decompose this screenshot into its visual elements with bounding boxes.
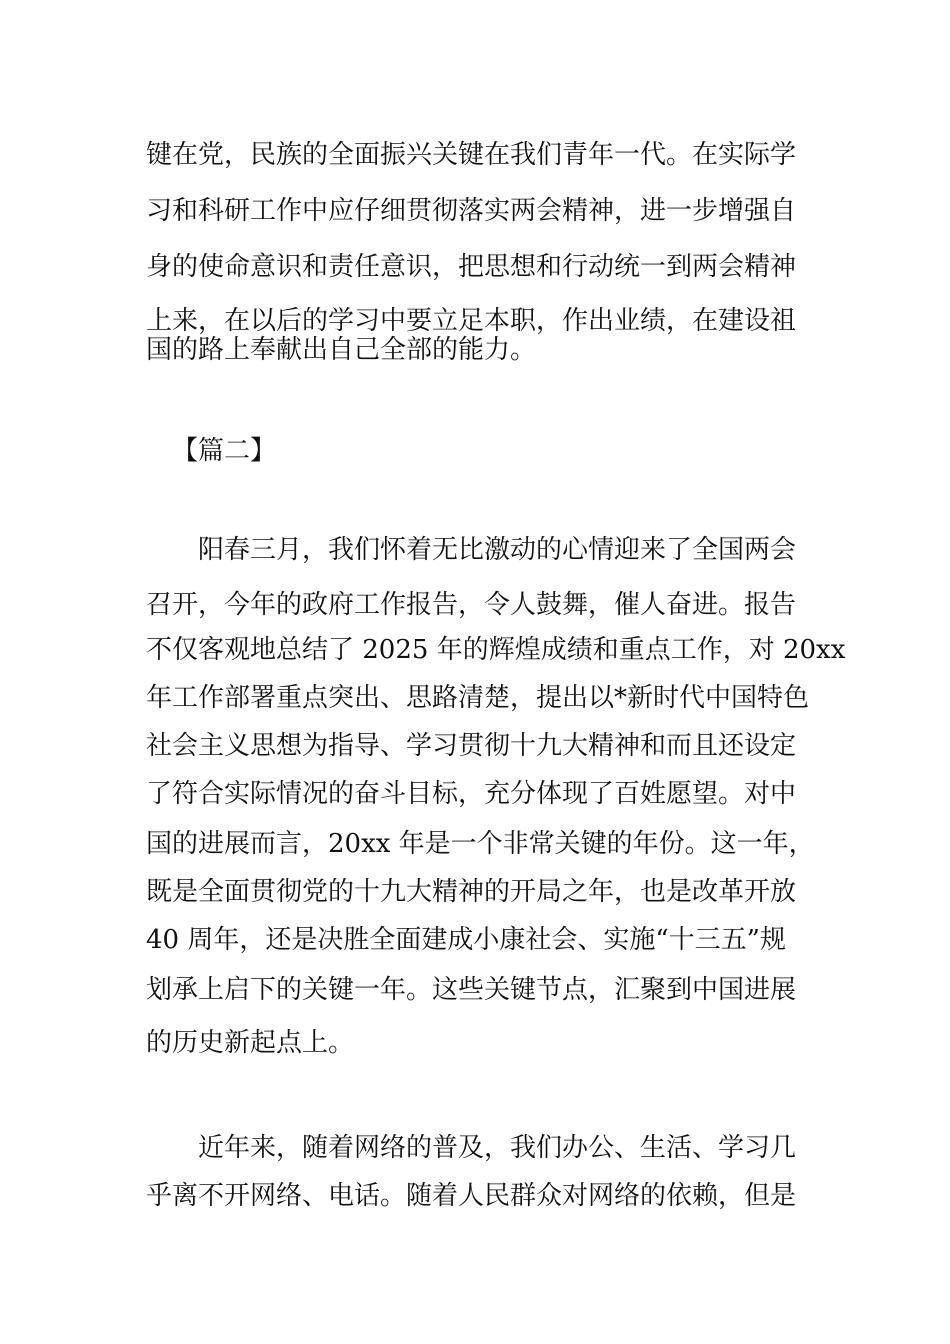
paragraph-line: 的历史新起点上。 bbox=[146, 1028, 355, 1058]
paragraph-line: 国的路上奉献出自己全部的能力。 bbox=[146, 335, 537, 365]
paragraph-line: 了符合实际情况的奋斗目标，充分体现了百姓愿望。对中 bbox=[146, 779, 797, 809]
paragraph-line: 不仅客观地总结了 2025 年的辉煌成绩和重点工作，对 20xx bbox=[146, 635, 846, 665]
paragraph-line: 召开，今年的政府工作报告，令人鼓舞，催人奋进。报告 bbox=[146, 590, 797, 620]
paragraph-line: 近年来，随着网络的普及，我们办公、生活、学习几 bbox=[198, 1133, 797, 1163]
paragraph-line: 年工作部署重点突出、思路清楚，提出以*新时代中国特色 bbox=[146, 683, 810, 713]
paragraph-line: 国的进展而言，20xx 年是一个非常关键的年份。这一年， bbox=[146, 829, 815, 859]
paragraph-line: 社会主义思想为指导、学习贯彻十九大精神和而且还设定 bbox=[146, 731, 797, 761]
paragraph-line: 40 周年，还是决胜全面建成小康社会、实施“十三五”规 bbox=[146, 925, 786, 955]
paragraph-line: 键在党，民族的全面振兴关键在我们青年一代。在实际学 bbox=[146, 140, 797, 170]
section-heading: 【篇二】 bbox=[172, 436, 277, 466]
paragraph-line: 上来，在以后的学习中要立足本职，作出业绩，在建设祖 bbox=[146, 306, 797, 336]
paragraph-line: 习和科研工作中应仔细贯彻落实两会精神，进一步增强自 bbox=[146, 196, 797, 226]
paragraph-line: 既是全面贯彻党的十九大精神的开局之年，也是改革开放 bbox=[146, 877, 797, 907]
paragraph-line: 阳春三月，我们怀着无比激动的心情迎来了全国两会 bbox=[198, 535, 797, 565]
paragraph-line: 划承上启下的关键一年。这些关键节点，汇聚到中国进展 bbox=[146, 975, 797, 1005]
paragraph-line: 乎离不开网络、电话。随着人民群众对网络的依赖，但是 bbox=[146, 1181, 797, 1211]
paragraph-line: 身的使命意识和责任意识，把思想和行动统一到两会精神 bbox=[146, 252, 797, 282]
